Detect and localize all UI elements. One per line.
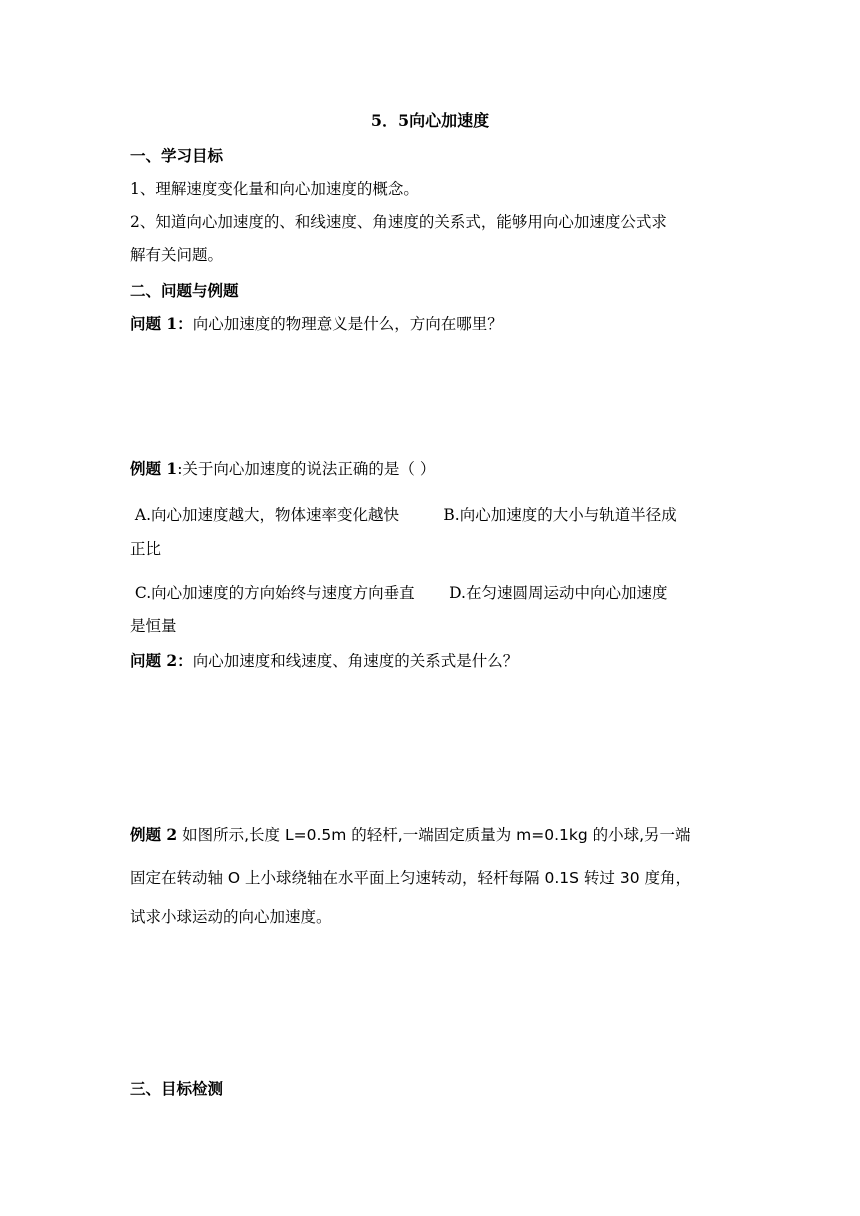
example-1-options-ab-continued: 正比 — [130, 540, 162, 558]
section-heading-assessment: 三、目标检测 — [130, 1079, 224, 1098]
example-1-options-ab: A.向心加速度越大，物体速率变化越快 B.向心加速度的大小与轨道半径成 — [130, 506, 677, 524]
example-2-label: 例题 2 — [130, 825, 178, 844]
question-2-label: 问题 2： — [130, 651, 193, 670]
example-1-options-cd: C.向心加速度的方向始终与速度方向垂直 D.在匀速圆周运动中向心加速度 — [130, 584, 668, 602]
example-1-options-cd-continued: 是恒量 — [130, 617, 177, 635]
section-heading-goals: 一、学习目标 — [130, 146, 224, 165]
example-2-line-1 — [130, 824, 691, 846]
question-1 — [130, 313, 503, 335]
goal-item-1: 1、理解速度变化量和向心加速度的概念。 — [130, 180, 419, 198]
example-1 — [130, 458, 435, 480]
example-2-line-3: 试求小球运动的向心加速度。 — [130, 908, 332, 926]
page-title: 5．5向心加速度 — [370, 111, 490, 130]
goal-item-2-continued: 解有关问题。 — [130, 246, 224, 264]
example-1-label: 例题 1 — [130, 459, 178, 478]
example-1-text: :关于向心加速度的说法正确的是（ ） — [177, 460, 436, 478]
goal-item-2: 2、知道向心加速度的、和线速度、角速度的关系式，能够用向心加速度公式求 — [130, 213, 667, 231]
section-heading-questions: 二、问题与例题 — [130, 281, 239, 300]
question-2-text: 向心加速度和线速度、角速度的关系式是什么？ — [192, 652, 519, 670]
question-1-label: 问题 1： — [130, 314, 193, 333]
example-2-text-1: 如图所示,长度 L=0.5m 的轻杆,一端固定质量为 m=0.1kg 的小球,另一端 — [177, 826, 691, 844]
question-2 — [130, 650, 518, 672]
question-1-text: 向心加速度的物理意义是什么，方向在哪里？ — [192, 315, 503, 333]
example-2-line-2: 固定在转动轴 O 上小球绕轴在水平面上匀速转动，轻杆每隔 0.1S 转过 30 度角， — [130, 869, 691, 887]
